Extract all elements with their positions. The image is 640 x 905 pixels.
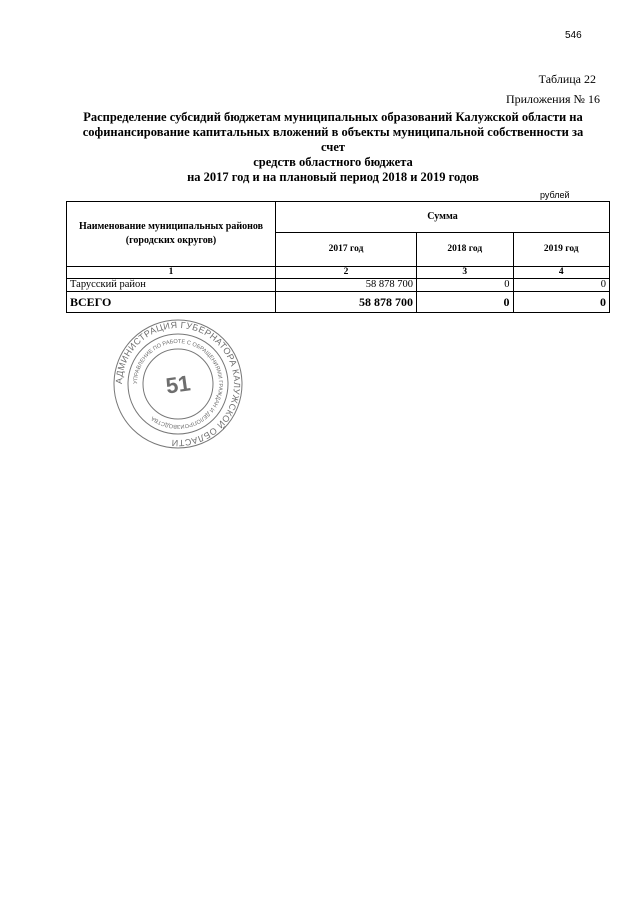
column-number: 2 bbox=[276, 267, 417, 279]
official-stamp bbox=[112, 318, 244, 450]
total-2019: 0 bbox=[513, 292, 610, 313]
header-name: Наименование муниципальных районов (городских округов) bbox=[67, 202, 276, 267]
document-title bbox=[70, 110, 596, 185]
stamp-outer-text: АДМИНИСТРАЦИЯ ГУБЕРНАТОРА КАЛУЖСКОЙ ОБЛАСТИ bbox=[113, 319, 243, 449]
title-line-3: средств областного бюджета bbox=[253, 155, 413, 169]
amount-2017: 58 878 700 bbox=[276, 279, 417, 292]
amount-2019: 0 bbox=[513, 279, 610, 292]
column-number: 3 bbox=[417, 267, 513, 279]
total-2018: 0 bbox=[417, 292, 513, 313]
appendix-label: Приложения № 16 bbox=[505, 92, 600, 106]
district-name: Тарусский район bbox=[67, 279, 276, 292]
column-number-row bbox=[67, 267, 610, 279]
total-2017: 58 878 700 bbox=[276, 292, 417, 313]
total-label: ВСЕГО bbox=[67, 292, 276, 313]
table-label: Таблица 22 bbox=[538, 72, 596, 86]
subsidy-table bbox=[66, 201, 610, 313]
stamp-number: 51 bbox=[164, 370, 192, 399]
stamp-inner-text: УПРАВЛЕНИЕ ПО РАБОТЕ С ОБРАЩЕНИЯМИ ГРАЖДАН И ДЕЛОПРОИЗВОДСТВА bbox=[132, 338, 224, 430]
title-line-1: Распределение субсидий бюджетам муниципальных образований Калужской области на bbox=[83, 110, 583, 124]
units-label: рублей bbox=[540, 190, 570, 200]
amount-2018: 0 bbox=[417, 279, 513, 292]
total-row bbox=[67, 292, 610, 313]
table-row bbox=[67, 279, 610, 292]
page-number: 546 bbox=[565, 30, 582, 41]
column-number: 1 bbox=[67, 267, 276, 279]
header-year-2018: 2018 год bbox=[417, 232, 513, 266]
title-line-2: софинансирование капитальных вложений в объекты муниципальной собственности за счет bbox=[82, 125, 584, 154]
title-line-4: на 2017 год и на плановый период 2018 и 2019 годов bbox=[187, 170, 479, 184]
header-year-2017: 2017 год bbox=[276, 232, 417, 266]
header-year-2019: 2019 год bbox=[513, 232, 610, 266]
column-number: 4 bbox=[513, 267, 610, 279]
header-sum: Сумма bbox=[276, 202, 610, 233]
